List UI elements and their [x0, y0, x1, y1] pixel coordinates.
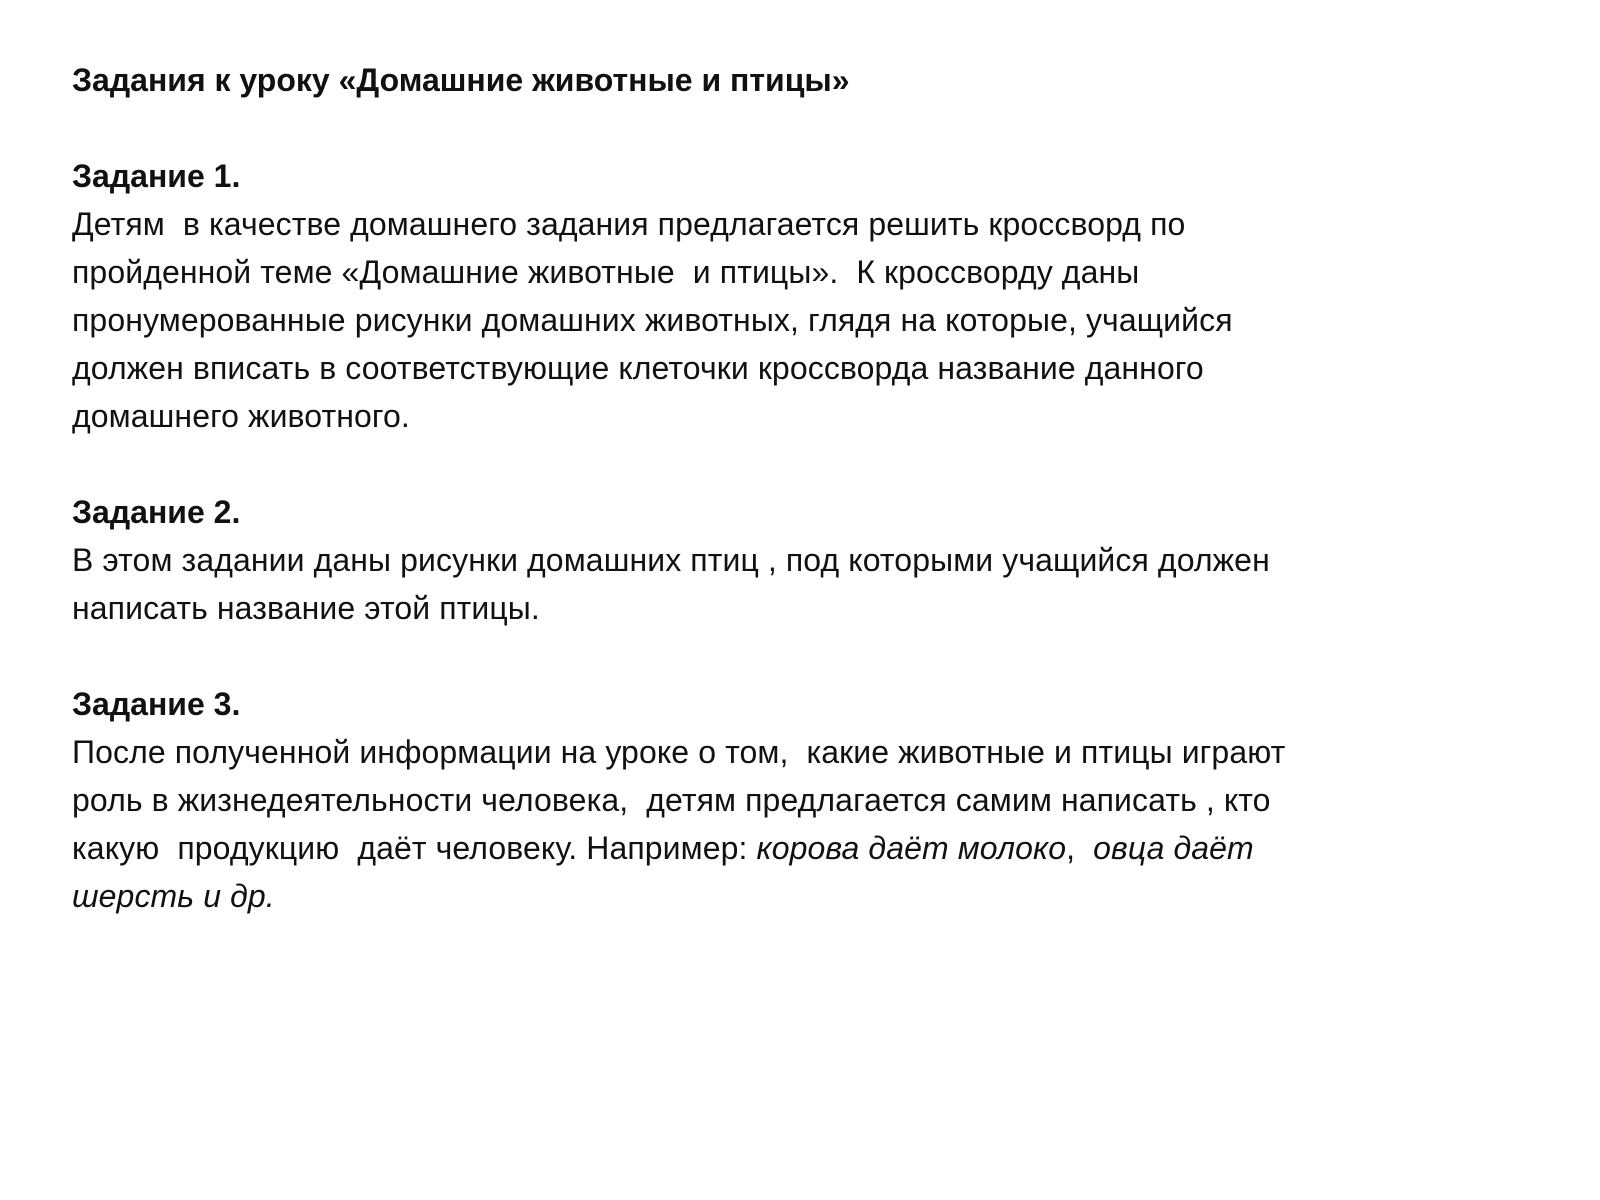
- task-1-body: [72, 200, 1542, 440]
- task-3-heading: Задание 3.: [72, 686, 241, 722]
- task-1-line: домашнего животного.: [72, 398, 410, 434]
- task-3-line-example: [72, 824, 1542, 872]
- task-3: [72, 680, 1542, 920]
- task-2-line: написать название этой птицы.: [72, 590, 540, 626]
- task-1-line: пройденной теме «Домашние животные и птицы». К кроссворду даны: [72, 254, 1140, 290]
- task-1: [72, 152, 1542, 440]
- task-3-line-plain-text: какую продукцию даёт человеку. Например:: [72, 830, 757, 866]
- task-2-body: [72, 536, 1542, 632]
- task-1-line: должен вписать в соответствующие клеточки кроссворда название данного: [72, 350, 1204, 386]
- document-page: [72, 56, 1542, 968]
- document-title: Задания к уроку «Домашние животные и птицы»: [72, 62, 850, 98]
- task-3-line: После полученной информации на уроке о том, какие животные и птицы играют: [72, 734, 1286, 770]
- task-3-example-sheep: овца даёт: [1093, 830, 1254, 866]
- task-3-line: роль в жизнедеятельности человека, детям предлагается самим написать , кто: [72, 782, 1271, 818]
- task-3-example-separator: ,: [1066, 830, 1094, 866]
- task-3-body: [72, 728, 1542, 920]
- task-1-line: Детям в качестве домашнего задания предлагается решить кроссворд по: [72, 206, 1186, 242]
- task-2-heading: Задание 2.: [72, 494, 241, 530]
- task-2-line: В этом задании даны рисунки домашних птиц , под которыми учащийся должен: [72, 542, 1270, 578]
- task-1-heading: Задание 1.: [72, 158, 241, 194]
- task-2: [72, 488, 1542, 632]
- task-3-example-end: шерсть и др.: [72, 878, 275, 914]
- task-1-line: пронумерованные рисунки домашних животных, глядя на которые, учащийся: [72, 302, 1233, 338]
- task-3-example-cow: корова даёт молоко: [756, 830, 1067, 866]
